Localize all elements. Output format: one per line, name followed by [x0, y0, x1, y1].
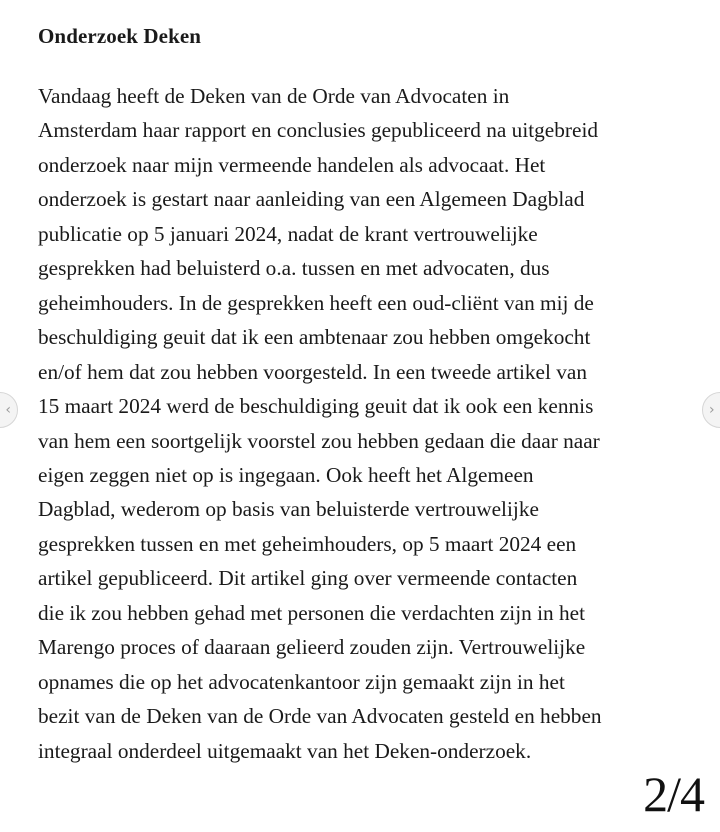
body-line: beschuldiging geuit dat ik een ambtenaar zou hebben omgekocht — [38, 325, 591, 350]
body-line: van hem een soortgelijk voorstel zou hebben gedaan die daar naar — [38, 428, 600, 453]
body-line: geheimhouders. In de gesprekken heeft een oud-cliënt van mij de — [38, 290, 594, 315]
body-line: gesprekken had beluisterd o.a. tussen en met advocaten, dus — [38, 256, 550, 281]
body-line: bezit van de Deken van de Orde van Advocaten gesteld en hebben — [38, 704, 602, 729]
body-line: die ik zou hebben gehad met personen die verdachten zijn in het — [38, 600, 586, 625]
body-line: Dagblad, wederom op basis van beluisterde vertrouwelijke — [38, 497, 539, 522]
body-line: opnames die op het advocatenkantoor zijn gemaakt zijn in het — [38, 669, 565, 694]
body-line: integraal onderdeel uitgemaakt van het Deken-onderzoek. — [38, 738, 532, 763]
body-line: eigen zeggen niet op is ingegaan. Ook heeft het Algemeen — [38, 462, 534, 487]
body-line: publicatie op 5 januari 2024, nadat de krant vertrouwelijke — [38, 221, 538, 246]
body-line: 15 maart 2024 werd de beschuldiging geuit dat ik ook een kennis — [38, 394, 594, 419]
body-line: onderzoek naar mijn vermeende handelen als advocaat. Het — [38, 152, 546, 177]
body-line: artikel gepubliceerd. Dit artikel ging over vermeende contacten — [38, 566, 578, 591]
chevron-left-icon: ‹ — [5, 402, 11, 418]
body-line: Vandaag heeft de Deken van de Orde van Advocaten in — [38, 84, 510, 108]
chevron-right-icon: › — [709, 402, 715, 418]
body-line: gesprekken tussen en met geheimhouders, op 5 maart 2024 een — [38, 531, 577, 556]
body-line: onderzoek is gestart naar aanleiding van een Algemeen Dagblad — [38, 187, 585, 212]
body-line: Marengo proces of daaraan gelieerd zouden zijn. Vertrouwelijke — [38, 635, 586, 660]
post-body — [38, 79, 698, 768]
body-line: Amsterdam haar rapport en conclusies gepubliceerd na uitgebreid — [38, 118, 599, 143]
page-indicator: 2/4 — [643, 766, 704, 822]
carousel-prev-button[interactable] — [0, 392, 18, 428]
body-line: en/of hem dat zou hebben voorgesteld. In een tweede artikel van — [38, 359, 587, 384]
post-title: Onderzoek Deken — [38, 24, 202, 48]
carousel-next-button[interactable] — [702, 392, 720, 428]
